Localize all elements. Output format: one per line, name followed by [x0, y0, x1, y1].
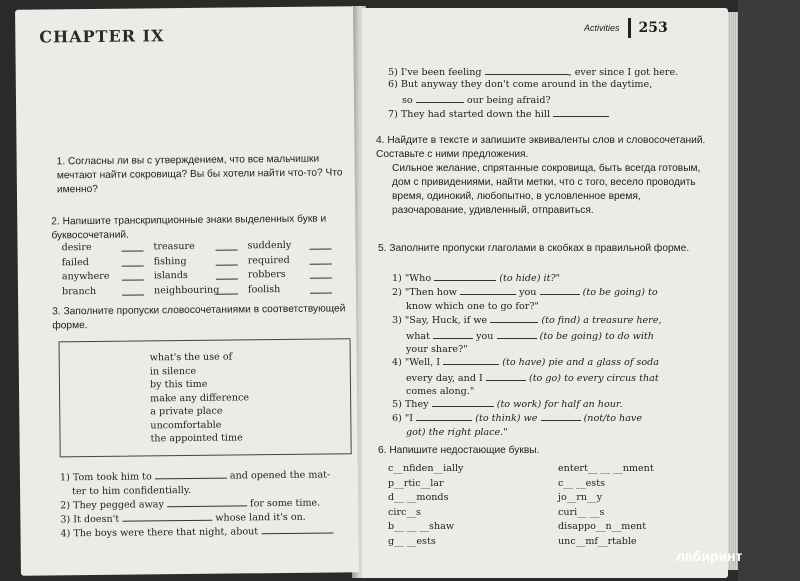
letters-word: p__rtic__lar [388, 477, 444, 489]
text: 2) They pegged away [60, 499, 164, 512]
blank[interactable] [485, 64, 569, 75]
letters-word: c__ __ests [558, 477, 605, 489]
blank[interactable] [310, 282, 332, 293]
text: 2) "Then how [392, 287, 457, 298]
text: 4) "Well, I [392, 357, 441, 368]
question-1: 1. Согласны ли вы с утверждением, что все мальчишки мечтают найти сокровища? Вы бы хотели найти что-то? Что именно? [56, 153, 343, 196]
left-page [15, 6, 359, 576]
header-divider [628, 18, 631, 38]
blank[interactable] [497, 328, 537, 339]
question-3: 3. Заполните пропуски словосочетаниями в соответствующей форме. [52, 303, 346, 332]
sentence-6 [388, 78, 708, 107]
text: you [476, 330, 494, 342]
verb-sentence-3 [392, 312, 712, 357]
phrase: in silence [149, 365, 197, 377]
blank[interactable] [216, 268, 238, 279]
watermark-text: лабиринт [676, 548, 743, 564]
blank[interactable] [122, 510, 212, 522]
page-number: 253 [638, 20, 668, 36]
text: you [519, 287, 537, 298]
word: robbers [247, 268, 286, 281]
word: desire [61, 241, 92, 254]
word: failed [61, 256, 89, 268]
hint: (not/to have [583, 413, 643, 424]
text: comes along." [406, 386, 475, 397]
missing-letters-grid [388, 462, 708, 548]
text: 6) "I [392, 413, 414, 424]
blank[interactable] [122, 269, 144, 280]
blank[interactable] [309, 238, 331, 249]
word: fishing [153, 255, 187, 267]
text: 1) "Who [392, 273, 432, 284]
text: , ever since I got here. [568, 67, 679, 78]
text: our being afraid? [466, 94, 551, 106]
text: whose land it's on. [215, 511, 306, 524]
watermark-logo [676, 548, 742, 564]
phrase: uncomfortable [150, 419, 222, 431]
phrase: make any difference [150, 391, 250, 404]
hint: (to be going) to do with [539, 330, 654, 342]
hint: got) the right place." [406, 426, 508, 438]
word-grid [61, 238, 342, 298]
blank[interactable] [310, 253, 332, 264]
text: your share?" [406, 344, 468, 355]
letters-word: jo__rn__y [558, 492, 603, 503]
hint: (to think) we [475, 413, 538, 424]
page-header [584, 18, 668, 38]
blank[interactable] [122, 255, 144, 266]
blank[interactable] [541, 410, 581, 421]
letters-word: g__ __ests [388, 535, 436, 547]
section-label: Activities [584, 23, 620, 33]
letters-word: c__nfiden__ially [388, 463, 464, 474]
letters-word: circ__s [388, 506, 421, 518]
question-6: 6. Напишите недостающие буквы. [378, 445, 540, 456]
blank[interactable] [167, 495, 247, 507]
text: 5) I've been feeling [388, 67, 482, 78]
word: suddenly [247, 239, 292, 252]
text: ter to him confidentially. [72, 484, 192, 497]
text: so [402, 94, 413, 106]
right-page [362, 8, 728, 578]
chapter-heading: CHAPTER IX [39, 26, 165, 47]
hint: (to have) pie and a glass of soda [502, 357, 659, 368]
text: what [406, 330, 430, 342]
text: and opened the mat- [229, 469, 331, 482]
letters-word: d__ __monds [388, 492, 449, 503]
blank[interactable] [216, 254, 238, 265]
sentence-7 [388, 106, 708, 122]
letters-word: disappo__n__ment [558, 521, 647, 532]
blank[interactable] [432, 396, 494, 407]
verb-sentence-4 [392, 354, 712, 399]
blank[interactable] [540, 284, 580, 295]
letters-word: entert__ __ __nment [558, 463, 654, 474]
blank[interactable] [416, 410, 472, 421]
hint: (to work) for half an hour. [496, 399, 623, 410]
background-dark [738, 0, 800, 581]
question-5: 5. Заполните пропуски глаголами в скобках в правильной форме. [378, 243, 690, 254]
blank[interactable] [155, 468, 227, 480]
blank[interactable] [216, 283, 238, 294]
verb-sentence-2 [392, 284, 712, 313]
phrase: a private place [150, 405, 223, 418]
question-4: 4. Найдите в тексте и запишите эквиваленты слов и словосочетаний. Составьте с ними предложения. [376, 135, 706, 160]
letters-word: unc__mf__rtable [558, 535, 637, 547]
blank[interactable] [486, 370, 526, 381]
letters-word: curi__ __s [558, 506, 605, 518]
blank[interactable] [460, 284, 516, 295]
blank[interactable] [121, 240, 143, 251]
hint: (to hide) it?" [499, 273, 561, 284]
text: 3) "Say, Huck, if we [392, 315, 488, 326]
word: anywhere [61, 270, 110, 283]
word: branch [61, 285, 97, 297]
phrase: the appointed time [150, 432, 243, 445]
verb-sentence-6 [392, 410, 712, 439]
blank[interactable] [434, 270, 496, 281]
text: every day, and I [406, 372, 483, 384]
text: 4) The boys were there that night, about [60, 526, 259, 540]
blank[interactable] [553, 106, 609, 117]
word: neighbouring [153, 284, 220, 296]
phrase-list [150, 350, 250, 446]
text: 5) They [392, 399, 429, 410]
word: required [247, 254, 290, 266]
phrase-box [59, 338, 352, 457]
blank[interactable] [215, 239, 237, 250]
blank[interactable] [433, 328, 473, 339]
blank[interactable] [443, 354, 499, 365]
hint: (to find) a treasure here, [541, 315, 662, 326]
sentence-1 [60, 466, 352, 498]
blank[interactable] [310, 267, 332, 278]
question-2: 2. Напишите транскрипционные знаки выделенных букв и буквосочетаний. [51, 213, 327, 242]
sentence-4 [60, 522, 352, 541]
word: islands [153, 269, 188, 282]
hint: (to be going) to [582, 287, 658, 298]
text: 3) It doesn't [60, 513, 120, 526]
question-4-words: Сильное желание, спрятанные сокровища, быть всегда готовым, дом с привидениями, найти метки, что с того, весело проводить время, одинокий, любопытно, в условленное время, разочарование, удивленный, отправиться. [392, 163, 701, 216]
text: 6) But anyway they don't come around in the daytime, [388, 79, 653, 90]
blank[interactable] [122, 284, 144, 295]
text: 1) Tom took him to [59, 471, 152, 484]
blank[interactable] [416, 92, 464, 103]
text: for some time. [249, 497, 321, 510]
blank[interactable] [261, 522, 333, 534]
phrase: by this time [149, 378, 208, 391]
text: 7) They had started down the hill [388, 109, 551, 120]
word: foolish [247, 283, 281, 295]
blank[interactable] [490, 312, 538, 323]
word: treasure [153, 240, 195, 253]
hint: (to go) to every circus that [528, 372, 659, 384]
letters-word: b__ __ __shaw [388, 521, 455, 532]
text: know which one to go for?" [406, 300, 539, 312]
phrase: what's the use of [149, 351, 233, 364]
